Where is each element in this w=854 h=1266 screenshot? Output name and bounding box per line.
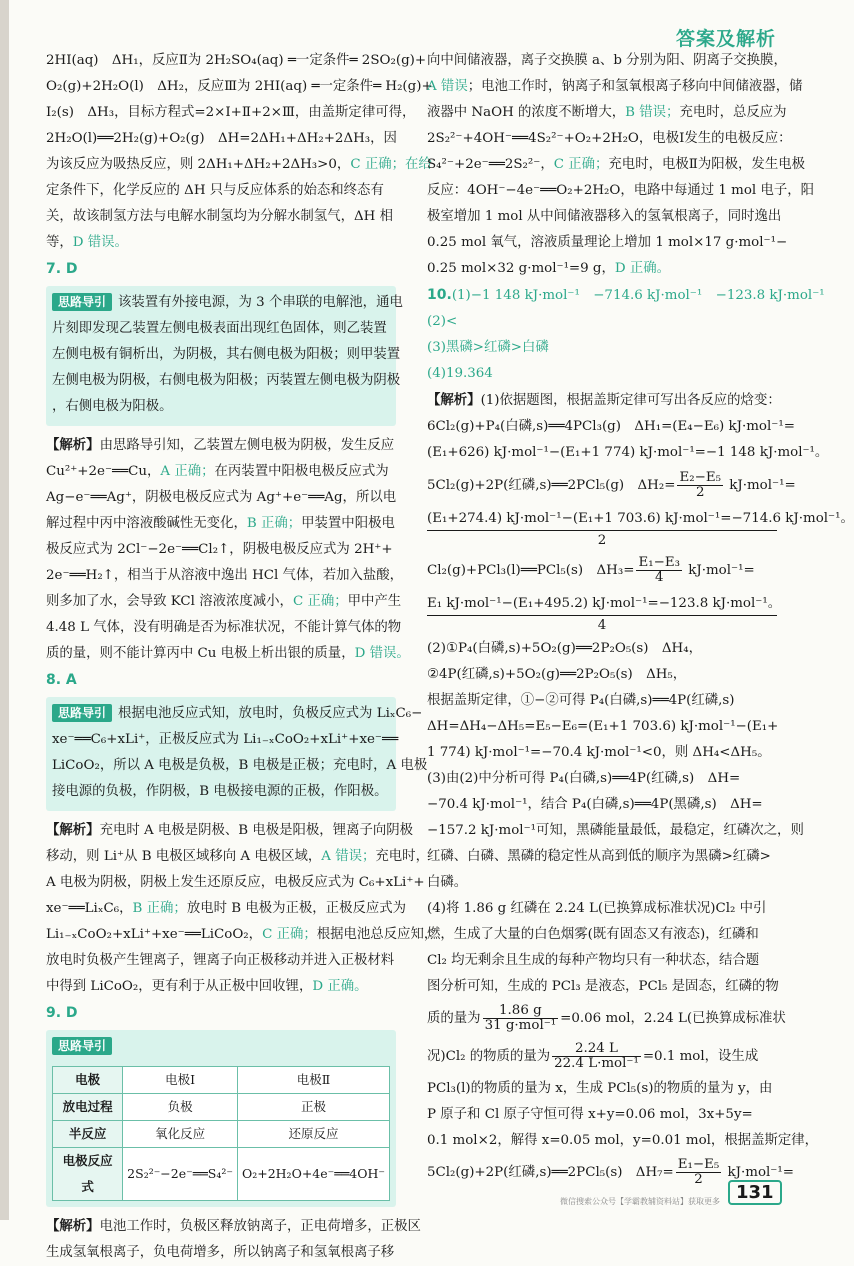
right-column [427, 48, 854, 1192]
text-line: (3)由(2)中分析可得 P₄(白磷,s)══4P(红磷,s) ΔH= [427, 771, 741, 786]
text-line: 2e⁻══H₂↑，相当于从溶液中逸出 HCl 气体，若加入盐酸， [46, 568, 404, 583]
table-row: 电极反应式 2S₂²⁻−2e⁻══S₄²⁻ O₂+2H₂O+4e⁻══4OH⁻ [53, 1148, 390, 1201]
question-number-8: 8. A [46, 672, 77, 688]
text-line: xe⁻══LiₓC₆，B 正确；放电时 B 电极为正极，正极反应式为 [46, 901, 407, 916]
text-line: 0.25 mol×32 g·mol⁻¹=9 g，D 正确。 [427, 261, 671, 276]
text-line: Li₁₋ₓCoO₂+xLi⁺+xe⁻══LiCoO₂，C 正确；根据电池总反应知， [46, 927, 438, 942]
text-line: 向中间储液器，离子交换膜 a、b 分别为阳、阴离子交换膜， [427, 53, 787, 68]
text-line: −70.4 kJ·mol⁻¹，结合 P₄(白磷,s)══4P(黑磷,s) ΔH= [427, 797, 763, 812]
page-header-title: 答案及解析 [675, 28, 776, 50]
text-line: 5Cl₂(g)+2P(红磷,s)══2PCl₅(g) ΔH₂= $\frac{\text{E₂−E₅}}{2}$ kJ·mol⁻¹= [427, 470, 796, 500]
text-line: ΔH=ΔH₄−ΔH₅=E₅−E₆=(E₁+1 703.6) kJ·mol⁻¹−(E₁+ [427, 719, 779, 734]
text-line: PCl₃(l)的物质的量为 x，生成 PCl₅(s)的物质的量为 y，由 [427, 1081, 773, 1096]
text-line: 【解析】(1)依据题图，根据盖斯定律可写出各反应的焓变： [427, 392, 781, 408]
guide-box-q9 [46, 1030, 396, 1207]
fraction: $\frac{2.24 L}{\text{22.4 L·mol⁻¹}}$ [554, 1041, 639, 1071]
q10-answer-line: (4)19.364 [427, 366, 493, 381]
text-line: 关，故该制氢方法与电解水制氢均为分解水制氢气，ΔH 相 [46, 209, 393, 224]
text-line: O₂(g)+2H₂O(l) ΔH₂，反应Ⅲ为 2HI(aq) ═一定条件═ H₂(g)+ [46, 79, 433, 94]
text-line: ②4P(红磷,s)+5O₂(g)══2P₂O₅(s) ΔH₅， [427, 667, 687, 682]
guide-tag: 思路导引 [52, 293, 112, 311]
fraction: $\frac{\text{E₂−E₅}}{2}$ [679, 470, 721, 500]
text-line: Cl₂ 均无剩余且生成的每种产物均只有一种状态，结合题 [427, 953, 760, 968]
text-line: 【解析】电池工作时，负极区释放钠离子，正电荷增多，正极区 [46, 1218, 421, 1234]
text-line: (2)①P₄(白磷,s)+5O₂(g)══2P₂O₅(s) ΔH₄， [427, 641, 702, 656]
text-line: A 电极为阴极，阴极上发生还原反应，电极反应式为 C₆+xLi⁺+ [46, 875, 425, 890]
question-number-9: 9. D [46, 1005, 78, 1021]
text-line: Cu²⁺+2e⁻══Cu，A 正确；在丙装置中阳极电极反应式为 [46, 464, 389, 479]
text-line: 则多加了水，会导致 KCl 溶液浓度减小，C 正确；甲中产生 [46, 594, 402, 609]
text-line: 定条件下，化学反应的 ΔH 只与反应体系的始态和终态有 [46, 183, 384, 198]
text-line: P 原子和 Cl 原子守恒可得 x+y=0.06 mol，3x+5y= [427, 1107, 753, 1122]
guide-box-q7: 思路导引 该装置有外接电源，为 3 个串联的电解池，通电 片刻即发现乙装置左侧电极表面出现红色固体，则乙装置 左侧电极有铜析出，为阴极，其右侧电极为阳极；则甲装置 左侧电极为阴极，右侧电极为阳极；丙装置左侧电极为阴极 ，右侧电极为阳极。 [46, 286, 396, 426]
text-line: S₄²⁻+2e⁻══2S₂²⁻，C 正确；充电时，电极Ⅱ为阳极，发生电极 [427, 157, 805, 172]
text-line: 移动，则 Li⁺从 B 电极区域移向 A 电极区域，A 错误；充电时， [46, 849, 429, 864]
page-edge [0, 0, 9, 1220]
text-line: 况)Cl₂ 的物质的量为 $\frac{2.24 L}{\text{22.4 L·mol⁻¹}}$ =0.1 mol，设生成 [427, 1041, 759, 1071]
text-line: −157.2 kJ·mol⁻¹可知，黑磷能量最低，最稳定，红磷次之，则 [427, 823, 804, 838]
guide-box-q8: 思路导引 根据电池反应式知，放电时，负极反应式为 LiₓC₆− xe⁻══C₆+xLi⁺，正极反应式为 Li₁₋ₓCoO₂+xLi⁺+xe⁻══ LiCoO₂，所以 A 电极是负极，B 电极是正极；充电时，A 电极 接电源的负极，作阴极，B 电极接电源的正极，作阳极。 [46, 697, 396, 811]
text-line: 放电时负极产生锂离子，锂离子向正极移动并进入正极材料 [46, 953, 395, 968]
fraction: $\frac{\text{E₁−E₅}}{2}$ [677, 1157, 720, 1187]
table-header: 电极 [53, 1067, 123, 1094]
text-line: 极反应式为 2Cl⁻−2e⁻══Cl₂↑，阴极电极反应式为 2H⁺+ [46, 542, 393, 557]
text-line: A 错误；电池工作时，钠离子和氢氧根离子移向中间储液器，储 [427, 79, 803, 94]
text-line: 反应：4OH⁻−4e⁻══O₂+2H₂O，电路中每通过 1 mol 电子，阳 [427, 183, 815, 198]
guide-tag: 思路导引 [52, 1037, 112, 1055]
fraction: $\frac{1.86 g}{\text{31 g·mol⁻¹}}$ [484, 1003, 557, 1033]
text-line: 液器中 NaOH 的浓度不断增大，B 错误；充电时，总反应为 [427, 105, 787, 120]
table-header: 电极Ⅰ [123, 1067, 238, 1094]
text-line: Cl₂(g)+PCl₃(l)══PCl₅(s) ΔH₃= $\frac{\text{E₁−E₃}}{4}$ kJ·mol⁻¹= [427, 555, 755, 585]
text-line: 根据盖斯定律，①−②可得 P₄(白磷,s)══4P(红磷,s) [427, 693, 735, 708]
text-line: 2S₂²⁻+4OH⁻══4S₂²⁻+O₂+2H₂O，电极Ⅰ发生的电极反应： [427, 131, 792, 146]
text-line: 解过程中丙中溶液酸碱性无变化，B 正确；甲装置中阳极电 [46, 516, 395, 531]
text-line: 等，D 错误。 [46, 235, 128, 250]
page-number: 131 [728, 1180, 782, 1205]
q10-answer-line: (3)黑磷>红磷>白磷 [427, 340, 549, 355]
text-line: I₂(s) ΔH₃，目标方程式=2×Ⅰ+Ⅱ+2×Ⅲ，由盖斯定律可得， [46, 105, 416, 120]
text-line: 生成氢氧根离子，负电荷增多，所以钠离子和氢氧根离子移 [46, 1245, 395, 1260]
text-line: (E₁+626) kJ·mol⁻¹−(E₁+1 774) kJ·mol⁻¹=−1 148 kJ·mol⁻¹。 [427, 445, 829, 460]
text-line: (4)将 1.86 g 红磷在 2.24 L(已换算成标准状况)Cl₂ 中引 [427, 901, 767, 916]
text-line: 燃，生成了大量的白色烟雾(既有固态又有液态)，红磷和 [427, 927, 759, 942]
text-line: 中得到 LiCoO₂，更有利于从正极中回收锂，D 正确。 [46, 979, 368, 994]
text-line: Ag−e⁻══Ag⁺，阴极电极反应式为 Ag⁺+e⁻══Ag，所以电 [46, 490, 397, 505]
text-line: 红磷、白磷、黑磷的稳定性从高到低的顺序为黑磷>红磷> [427, 849, 771, 864]
text-line: 0.1 mol×2，解得 x=0.05 mol，y=0.01 mol，根据盖斯定律， [427, 1133, 819, 1148]
table-row: 半反应 氧化反应 还原反应 [53, 1121, 390, 1148]
text-line: 1 774) kJ·mol⁻¹=−70.4 kJ·mol⁻¹<0，则 ΔH₄<ΔH₅。 [427, 745, 771, 760]
guide-tag: 思路导引 [52, 704, 112, 722]
q10-answer-line: (2)< [427, 314, 458, 329]
text-line: 2H₂O(l)══2H₂(g)+O₂(g) ΔH=2ΔH₁+ΔH₂+2ΔH₃，因 [46, 131, 397, 146]
text-line: 【解析】充电时 A 电极是阴极、B 电极是阳极，锂离子向阴极 [46, 822, 414, 838]
text-line: 【解析】由思路导引知，乙装置左侧电极为阴极，发生反应 [46, 437, 395, 453]
text-line: 质的量，则不能计算丙中 Cu 电极上析出银的质量，D 错误。 [46, 646, 410, 661]
q10-answer-line: 10.(1)−1 148 kJ·mol⁻¹ −714.6 kJ·mol⁻¹ −123.8 kJ·mol⁻¹ [427, 287, 825, 303]
text-line: 0.25 mol 氧气，溶液质量理论上增加 1 mol×17 g·mol⁻¹− [427, 235, 788, 250]
long-fraction: (E₁+274.4) kJ·mol⁻¹−(E₁+1 703.6) kJ·mol⁻¹=−714.6 kJ·mol⁻¹。 2 [427, 508, 777, 551]
left-column [46, 48, 438, 1266]
text-line: 2HI(aq) ΔH₁，反应Ⅱ为 2H₂SO₄(aq) ═一定条件═ 2SO₂(g)+ [46, 53, 427, 68]
long-fraction: E₁ kJ·mol⁻¹−(E₁+495.2) kJ·mol⁻¹=−123.8 kJ·mol⁻¹。 4 [427, 593, 777, 636]
text-line: 极室增加 1 mol 从中间储液器移入的氢氧根离子，同时逸出 [427, 209, 782, 224]
question-number-7: 7. D [46, 261, 78, 277]
text-line: 为该反应为吸热反应，则 2ΔH₁+ΔH₂+2ΔH₃>0，C 正确；在给 [46, 157, 432, 172]
table-row: 放电过程 负极 正极 [53, 1094, 390, 1121]
text-line: 白磷。 [427, 875, 468, 890]
footer-watermark: 微信搜索公众号【学霸教辅资料站】获取更多 [560, 1197, 720, 1206]
text-line: 质的量为 $\frac{1.86 g}{\text{31 g·mol⁻¹}}$ =0.06 mol，2.24 L(已换算成标准状 [427, 1003, 786, 1033]
text-line: 6Cl₂(g)+P₄(白磷,s)══4PCl₃(g) ΔH₁=(E₄−E₆) kJ·mol⁻¹= [427, 419, 795, 434]
text-line: 4.48 L 气体，没有明确是否为标准状况，不能计算气体的物 [46, 620, 402, 635]
table-header: 电极Ⅱ [237, 1067, 389, 1094]
text-line: 5Cl₂(g)+2P(红磷,s)══2PCl₅(s) ΔH₇= $\frac{\text{E₁−E₅}}{2}$ kJ·mol⁻¹= [427, 1157, 794, 1187]
text-line: 图分析可知，生成的 PCl₃ 是液态，PCl₅ 是固态，红磷的物 [427, 979, 779, 994]
fraction: $\frac{\text{E₁−E₃}}{4}$ [638, 555, 680, 585]
electrode-table [52, 1066, 390, 1201]
